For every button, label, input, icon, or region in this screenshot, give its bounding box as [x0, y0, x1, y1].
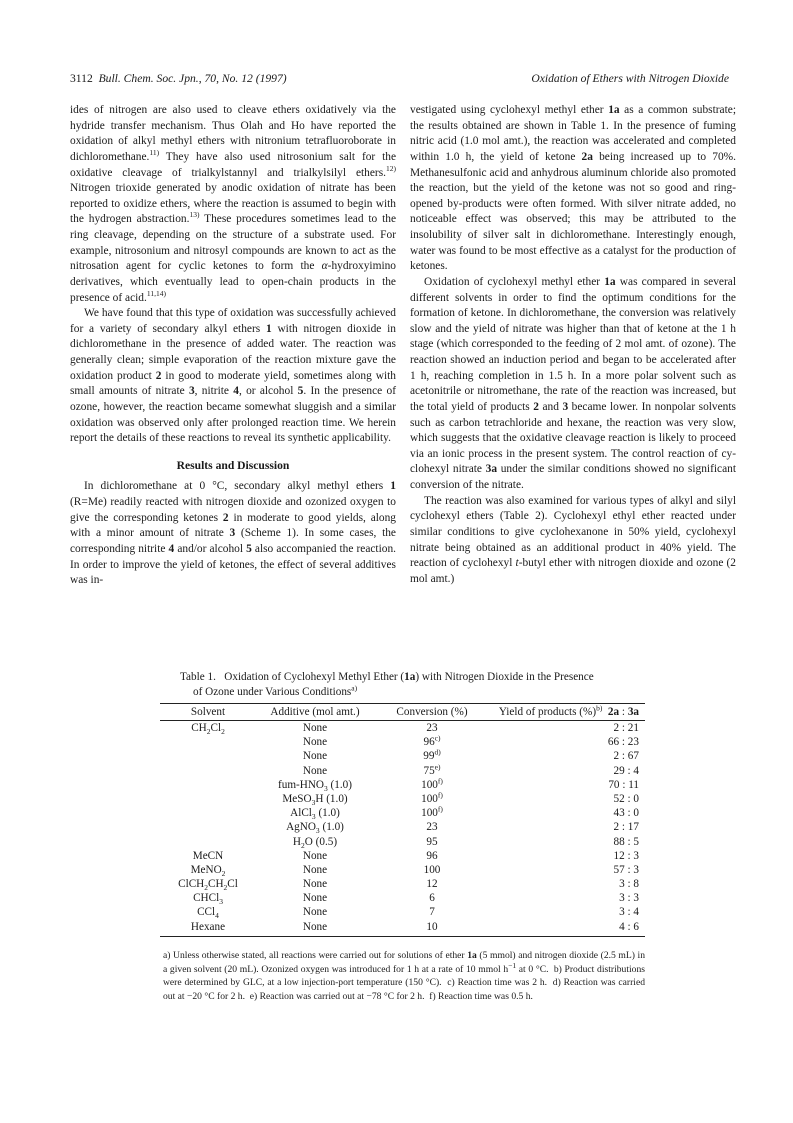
- paragraph: Oxidation of cyclohexyl methyl ether 1a was compared in several different solvents in order to find the optimum conditions for the formation of ketone. In dichloromethane, the conversion was relatively slow and the yield of nitrate was higher than that of ketone at the 1 h stage (which corresponded to the feeding of 2 mol amt. of ozone). The reaction showed an induction period and began to be accelerated after 1 h, reaching completion in 1.5 h. In a more polar solvent such as acetonitrile or nitromethane, the rate of the reaction was increased, but the total yield of products 2 and 3 became lower. In nonpolar solvents such as carbon tetrachloride and hexane, the reaction was very slow, which suggests that the oxidative cleavage reaction is likely to proceed via an ionic process in the present system. The control reaction of cyclohexyl nitrate 3a under the similar conditions showed no significant conversion of the nitrate.: [410, 275, 736, 491]
- table-header: [160, 704, 645, 720]
- cell-solvent: Hexane: [190, 920, 226, 933]
- footnote-mark: e): [434, 761, 441, 771]
- table-row: [160, 920, 645, 934]
- table-footnote: a) Unless otherwise stated, all reactions were carried out for solutions of ether 1a (5 mmol) and nitrogen dioxide (2.5 mL) in a given solvent (20 mL). Ozonized oxygen was introduced for 1 h at a rate of 10 mmol $h^{-1}$ at 0 °C. b) Product distributions were determined by GLC, at a low injection-port temperature (150 °C). c) Reaction time was 2 h. d) Reaction was carried out at −20 °C for 2 h. e) Reaction was carried out at −78 °C for 2 h. f) Reaction time was 0.5 h.: [163, 950, 645, 1002]
- table-row: [160, 820, 645, 834]
- cell-yield: 52 : 0: [613, 792, 639, 805]
- cell-yield: 3 : 8: [619, 878, 639, 891]
- footnote-mark: f): [437, 804, 443, 814]
- cell-conversion: 10: [426, 920, 438, 933]
- cell-additive: None: [302, 764, 328, 777]
- header-additive: Additive (mol amt.): [270, 706, 360, 718]
- cell-conversion: 100: [423, 863, 441, 876]
- right-column: [410, 103, 736, 587]
- cell-yield: 43 : 0: [613, 807, 639, 820]
- table-row: [160, 806, 645, 820]
- cell-additive: fum-$HNO_3$ (1.0): [278, 778, 352, 793]
- cell-additive: None: [302, 750, 328, 763]
- cell-yield: 57 : 3: [613, 863, 639, 876]
- footnote-mark: c): [434, 733, 441, 743]
- table-row: [160, 891, 645, 905]
- footnote-mark: d): [434, 747, 441, 757]
- cell-additive: None: [302, 892, 328, 905]
- cell-yield: 3 : 3: [619, 892, 639, 905]
- cell-yield: 12 : 3: [613, 849, 639, 862]
- table-row: [160, 849, 645, 863]
- cell-conversion: 12: [426, 878, 438, 891]
- cell-yield: 2 : 67: [613, 750, 639, 763]
- left-column: [70, 103, 396, 589]
- cell-conversion: 99$^{d)}$: [423, 747, 441, 763]
- cell-additive: None: [302, 878, 328, 891]
- cell-additive: None: [302, 849, 328, 862]
- results-table: [160, 703, 645, 937]
- cell-conversion: 96: [426, 849, 438, 862]
- journal-reference: 3112 Bull. Chem. Soc. Jpn., 70, No. 12 (1997): [70, 72, 287, 85]
- cell-conversion: 6: [429, 892, 435, 905]
- cell-conversion: 23: [426, 821, 438, 834]
- cell-yield: 29 : 4: [613, 764, 639, 777]
- cell-solvent: MeCN: [192, 849, 224, 862]
- cell-conversion: 100$^{f)}$: [421, 790, 443, 805]
- cell-solvent: $ClCH_2CH_2Cl$: [178, 878, 238, 893]
- footnote-mark: f): [437, 790, 443, 800]
- cell-yield: 70 : 11: [608, 778, 639, 791]
- cell-conversion: 100$^{f)}$: [421, 804, 443, 820]
- cell-conversion: 100$^{f)}$: [421, 776, 443, 791]
- table-row: [160, 735, 645, 749]
- cell-yield: 2 : 17: [613, 821, 639, 834]
- section-heading: Results and Discussion: [176, 458, 290, 472]
- paragraph: In dichloromethane at 0 °C, secondary alkyl methyl ethers 1 (R=Me) readily reacted with nitrogen dioxide and ozonized oxygen to give the corresponding ketones 2 in moderate to good yields, along with a minor amount of nitrate 3 (Scheme 1). In some cases, the corresponding nitrite 4 and/or alcohol 5 also accompanied the reaction. In order to improve the yield of ketones, the effect of several additives was in-: [70, 480, 397, 587]
- cell-yield: 88 : 5: [613, 835, 639, 848]
- table-row: [160, 778, 645, 792]
- table-row: [160, 721, 645, 735]
- table-row: [160, 749, 645, 763]
- cell-additive: AgNO$_3$ (1.0): [286, 821, 344, 836]
- table-number: Table 1.: [180, 671, 216, 683]
- header-conversion: Conversion (%): [396, 706, 468, 718]
- page-header: [70, 72, 729, 88]
- cell-additive: None: [302, 863, 328, 876]
- table-caption: Table 1. Oxidation of Cyclohexyl Methyl Ether (1a) with Nitrogen Dioxide in the Presence of Ozone under Various Conditions$^{a)}$: [180, 671, 594, 698]
- table-row: [160, 863, 645, 877]
- paragraph: We have found that this type of oxidation was successfully achieved for a variety of secondary alkyl ethers 1 with nitrogen dioxide in dichloromethane in the presence of added water. The reaction was generally clean; simple evaporation of the reaction mixture gave the oxidation product 2 in good to moderate yield, sometimes along with small amounts of nitrate 3, nitrite 4, or alcohol 5. In the presence of ozone, however, the reaction became somewhat sluggish and a similar oxidation was observed only after prolonged reaction time. We herein report the details of these reactions to reveal its synthetic applicability.: [70, 307, 396, 445]
- table-row: [160, 905, 645, 919]
- cell-yield: 4 : 6: [619, 920, 639, 933]
- cell-conversion: 75$^{e)}$: [423, 761, 441, 777]
- table-row: [160, 835, 645, 849]
- cell-additive: MeSO$_3$H (1.0): [282, 792, 348, 808]
- paragraph: The reaction was also examined for various types of alkyl and silyl cyclohexyl ethers (Table 2). Cyclohexyl ethyl ether reacted under similar conditions to give cyclohexanone in 50% yield, cyclohexyl nitrate being obtained as an additional product in 40% yield. The reaction of cyclohexyl t-butyl ether with nitrogen dioxide and ozone (2 mol amt.): [410, 494, 737, 585]
- running-title: Oxidation of Ethers with Nitrogen Dioxide: [531, 72, 729, 85]
- cell-additive: None: [302, 920, 328, 933]
- cell-solvent: CCl$_4$: [197, 906, 219, 921]
- cell-yield: 2 : 21: [613, 722, 639, 734]
- paragraph: ides of nitrogen are also used to cleave ethers oxidatively via the hydride transfer mechanism. Thus Olah and Ho have reported the oxidation of alkyl methyl ethers with nitronium tetrafluoroborate in dichloromethane.$^{11)}$ They have also used nitrosonium salt for the oxidative cleavage of trialkylstannyl and trialkylsilyl ethers.$^{12)}$ Nitrogen trioxide generated by anodic oxidation of nitrate has been reported to oxidize ethers, where the reaction is assumed to begin with the hydrogen abstraction.$^{13)}$ These procedures sometimes lead to the ring cleavage, depending on the structure of a substrate used. For example, nitrosonium and nitrosyl compounds are known to act as the nitrosation agent for cyclic ketones to form the α-hydroxyimino derivatives, which eventually lead to open-chain products in the presence of acid.$^{11,14)}$: [70, 104, 397, 304]
- table-row: [160, 792, 645, 806]
- cell-additive: None: [302, 722, 328, 734]
- table-row: [160, 761, 645, 778]
- cell-solvent: $CH_2Cl_2$: [191, 722, 225, 737]
- table-row: [160, 877, 645, 891]
- cell-additive: AlCl$_3$ (1.0): [290, 807, 340, 822]
- cell-conversion: 95: [426, 835, 438, 848]
- paragraph: vestigated using cyclohexyl methyl ether 1a as a common substrate; the results obtained are shown in Table 1. In the presence of fuming nitric acid (1.0 mol amt.), the reaction was accelerated and completed within 1.0 h, the yield of ketone 2a being increased up to 70%. Methanesulfonic acid and anhydrous aluminum chloride also promoted the reaction, but the yield of the ketone was not so good and ring-opened by-products were often formed. With silver nitrate added, no noticeable effect was observed; this may be attributed to the insolubility of silver salt in dichloromethane. Interestingly enough, water was found to be most effective as a catalyst for the production of ketones.: [410, 104, 736, 273]
- cell-conversion: 23: [426, 722, 438, 734]
- cell-solvent: CHCl$_3$: [193, 892, 223, 907]
- cell-conversion: 7: [429, 906, 435, 919]
- header-yield: Yield of products (%)$^{b)}$ 2a : 3a: [498, 703, 639, 718]
- cell-solvent: MeNO$_2$: [190, 863, 226, 879]
- cell-yield: 66 : 23: [607, 736, 639, 749]
- cell-conversion: 96$^{c)}$: [423, 733, 441, 749]
- cell-additive: None: [302, 736, 328, 749]
- cell-additive: None: [302, 906, 328, 919]
- cell-yield: 3 : 4: [619, 906, 639, 919]
- footnote-mark: f): [437, 776, 443, 786]
- header-solvent: Solvent: [190, 706, 226, 718]
- table-body: [160, 721, 645, 934]
- cell-additive: $H_2O$ (0.5): [292, 835, 338, 850]
